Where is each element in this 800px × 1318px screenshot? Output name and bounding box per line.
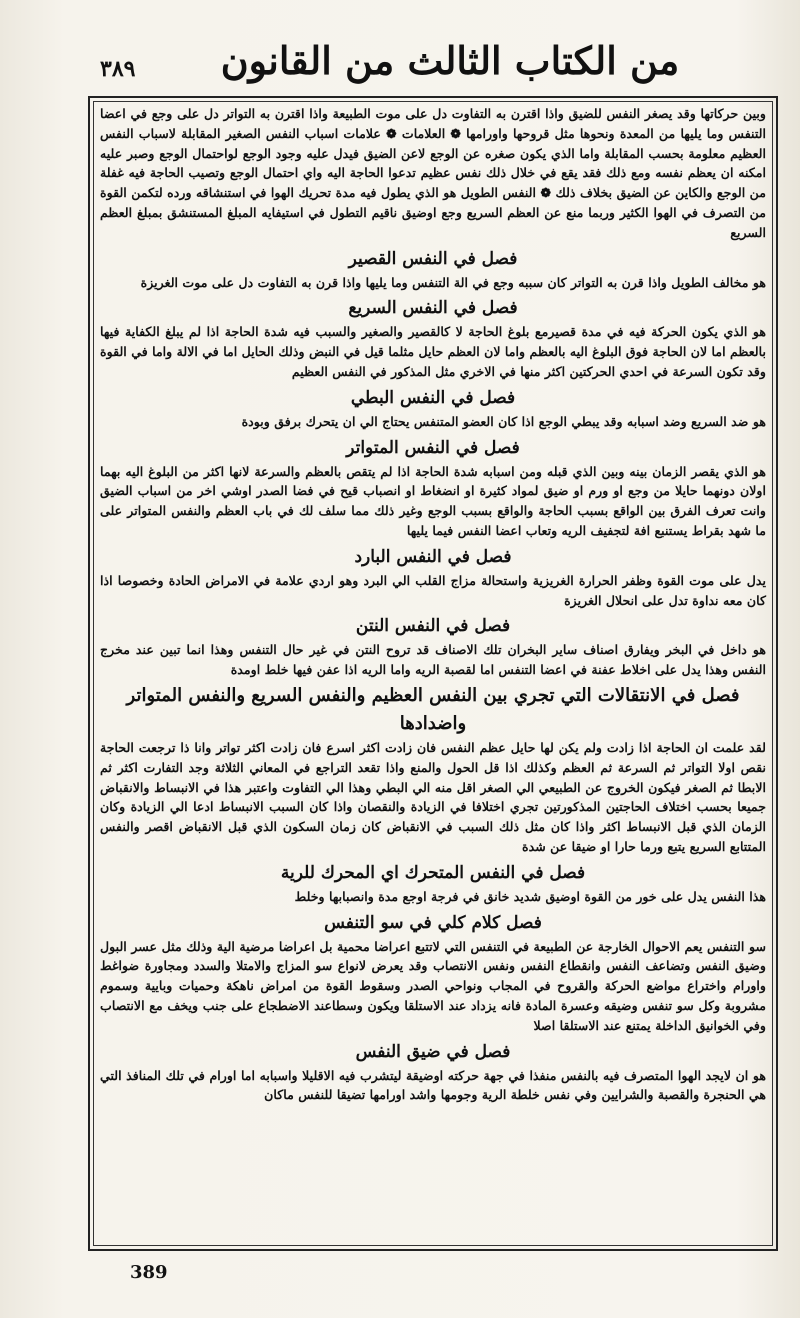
running-header	[100, 38, 750, 94]
section-heading: فصل في النفس النتن	[355, 616, 511, 637]
section-heading: فصل في الانتقالات التي تجري بين النفس العظيم والنفس السريع والنفس المتواتر واضدادها	[126, 684, 740, 734]
section-heading: فصل كلام كلي في سو التنفس	[324, 912, 542, 933]
section-heading: فصل في النفس المتحرك اي المحرك للرية	[280, 862, 586, 883]
body-paragraph: هو ان لايجد الهوا المتصرف فيه بالنفس منفذا في جهة حركته اوضيقة ليتشرب فيه الاقليلا واسبابه اما اورام في تلك المنافذ التي هي الحنجرة والقصبة والشرايين وفي نفس خلطة الرية وجومها واشد اورامها تضيقا للنفس ماكان	[100, 1067, 766, 1103]
body-paragraph: هو داخل في البخر ويفارق اصناف ساير البخران تلك الاصناف قد تروح النتن في غير حال التنفس وهذا انما تبين عند مخرج النفس وهذا يدل على اخلاط عفنة في اعضا التنفس اما لقصبة الريه واما الريه اذا عفن فيها خلط اومدة	[100, 642, 766, 678]
body-paragraph: هو مخالف الطويل واذا قرن به التواتر كان سببه وجع في الة التنفس وما يليها واذا قرن به التفاوت دل على موت الغريزة	[140, 274, 766, 290]
page-footer-number: 389	[130, 1262, 168, 1283]
page-header-title: من الكتاب الثالث من القانون	[220, 38, 680, 83]
body-paragraph: هو ضد السريع وضد اسبابه وقد يبطي الوجع اذا كان العضو المتنفس يحتاج الي ان يتحرك برفق وبودة	[241, 413, 766, 429]
body-text	[96, 104, 770, 1244]
body-paragraph: لقد علمت ان الحاجة اذا زادت ولم يكن لها حايل عظم النفس فان زادت اكثر اسرع فان زادت اكثر تواتر وانا ذا ترجعت الحاجة نقص اولا التواتر ثم السرعة ثم العظم وكذلك اذا قل الحول والمنع واذا تقعد التراجع في المعاني الثلاثة وجد التفارت اكثر ثم الابطا ثم الصغر فيكون الخروج عن الطبيعي الي الصغر اقل منه الي البطي وهذا الي التفاوت واعتبر هذا في الانبساط والانقباض جميعا بحسب اختلاف الحاجتين المذكورتين تجري اختلافا في الزيادة والنقصان واذا كان السبب الانبساط ادعا الي الزيادة وكان الزمان الذي قبل الانبساط اكثر واذا كان مثل ذلك السبب في الانقباض كان زمان السكون الذي قبل الانقباض اقصر والنفس المتتابع السريع يتبع ورما حارا او ضيقا عن شدة	[100, 739, 766, 854]
section-heading: فصل في ضيق النفس	[355, 1041, 511, 1062]
page-header-number: ٣٨٩	[100, 56, 136, 82]
body-paragraph: يدل على موت القوة وظفر الحرارة الغريزية واستحالة مزاج القلب الي البرد وهو اردي علامة في الامراض الحادة وخصوصا اذا كان معه نداوة تدل على انحلال الغريزة	[100, 572, 766, 608]
body-paragraph: سو التنفس يعم الاحوال الخارجة عن الطبيعة في التنفس التي لاتتبع اعراضا محمية بل اعراضا مرضية الية وذلك مثل عسر البول وضيق النفس وتضاعف النفس وانقطاع النفس ونفس الانتصاب وقد يعرض لانواع سو المزاج والامتلا والسدد ومجاورة ضواغط واورام واختراع مواضع الحركة والقروح في المجاب ونواحي الصدر وسقوط القوة من امراض ناهكة وحميات وبايية وسموم مشروبة وكل سو تنفس وضيقه وعسرة المادة فانه يزداد عند الاستلقا ويكون وسطاعند الاضطجاع على جنب ويخف مع الانتصاب وفي الخوانيق الداخلة يمتنع عند الاستلقا اصلا	[100, 938, 766, 1033]
section-heading: فصل في النفس المتواتر	[346, 437, 520, 458]
section-heading: فصل في النفس السريع	[348, 298, 518, 319]
body-paragraph: هو الذي يكون الحركة فيه في مدة قصيرمع بلوغ الحاجة لا كالقصير والصغير والسبب فيه شدة الحاجة اذا لم يبلغ الكفاية فيها بالعظم اما لان الحاجة فوق البلوغ اليه بالعظم واما لان العظم حايل مثلما قيل في النبض وذلك الحايل اما في الالة واما في القوة وقد تكون السرعة في احدي الحركتين اكثر منها في الاخري مثل المذكور في النفس العظيم	[100, 324, 766, 379]
body-paragraph: وبين حركاتها وقد يصغر النفس للضيق واذا اقترن به التفاوت دل على موت الطبيعة واذا اقترن به التواتر دل على وجع في اعضا التنفس وما يليها من المعدة ونحوها مثل قروحها واورامها ❁ العلامات ❁ علامات اسباب النفس الصغير المقابلة لاسباب النفس العظيم معلومة بحسب المقابلة واما الذي يكون صغره عن الوجع لاعن الضيق فيدل عليه وجود الوجع لواحتمال الوجع وصبر عليه امكنه ان يعظم نفسه ومع ذلك فقد يقع في خلال ذلك نفس عظيم تدعوا الحاجة اليه واي احتمال الوجع وتصيب الحاجة فيه غفلة من الوجع والكاين عن الضيق بخلاف ذلك ❁ النفس الطويل هو الذي يطول فيه مدة تحريك الهوا في استنشاقه ورده لتكمن القوة من التصرف في الهوا الكثير وربما منع عن العظم السريع وجع اوضيق ناقيم التطول في استيفايه المبلغ المستنشق بمبلغ العظم السريع	[100, 106, 766, 240]
body-paragraph: هو الذي يقصر الزمان بينه وبين الذي قبله ومن اسبابه شدة الحاجة اذا لم يتقص بالعظم والسرعة لانها اكثر من البلوغ اليه بهما اولان دونهما حايلا من وجع او ورم او ضيق لمواد كثيرة او انضغاط او انصباب قيح في فضا الصدر اوشي اخر من اسباب الضيق وانت تعرف الفرق بين الواقع بسبب الحاجة والواقع بسبب الوجع وغير ذلك مما سلف لك في باب العظم والنفس المتواتر على ما شهد بقراط يستنبع افة لتجفيف الريه وتعاب اعضا النفس فيما يليها	[100, 463, 766, 538]
section-heading: فصل في النفس البطي	[350, 387, 516, 408]
body-paragraph: هذا النفس يدل على خور من القوة اوضيق شديد خانق في فرجة اوجع مدة وانصبابها وخلط	[294, 888, 766, 904]
section-heading: فصل في النفس البارد	[354, 546, 512, 567]
section-heading: فصل في النفس القصير	[348, 248, 518, 269]
